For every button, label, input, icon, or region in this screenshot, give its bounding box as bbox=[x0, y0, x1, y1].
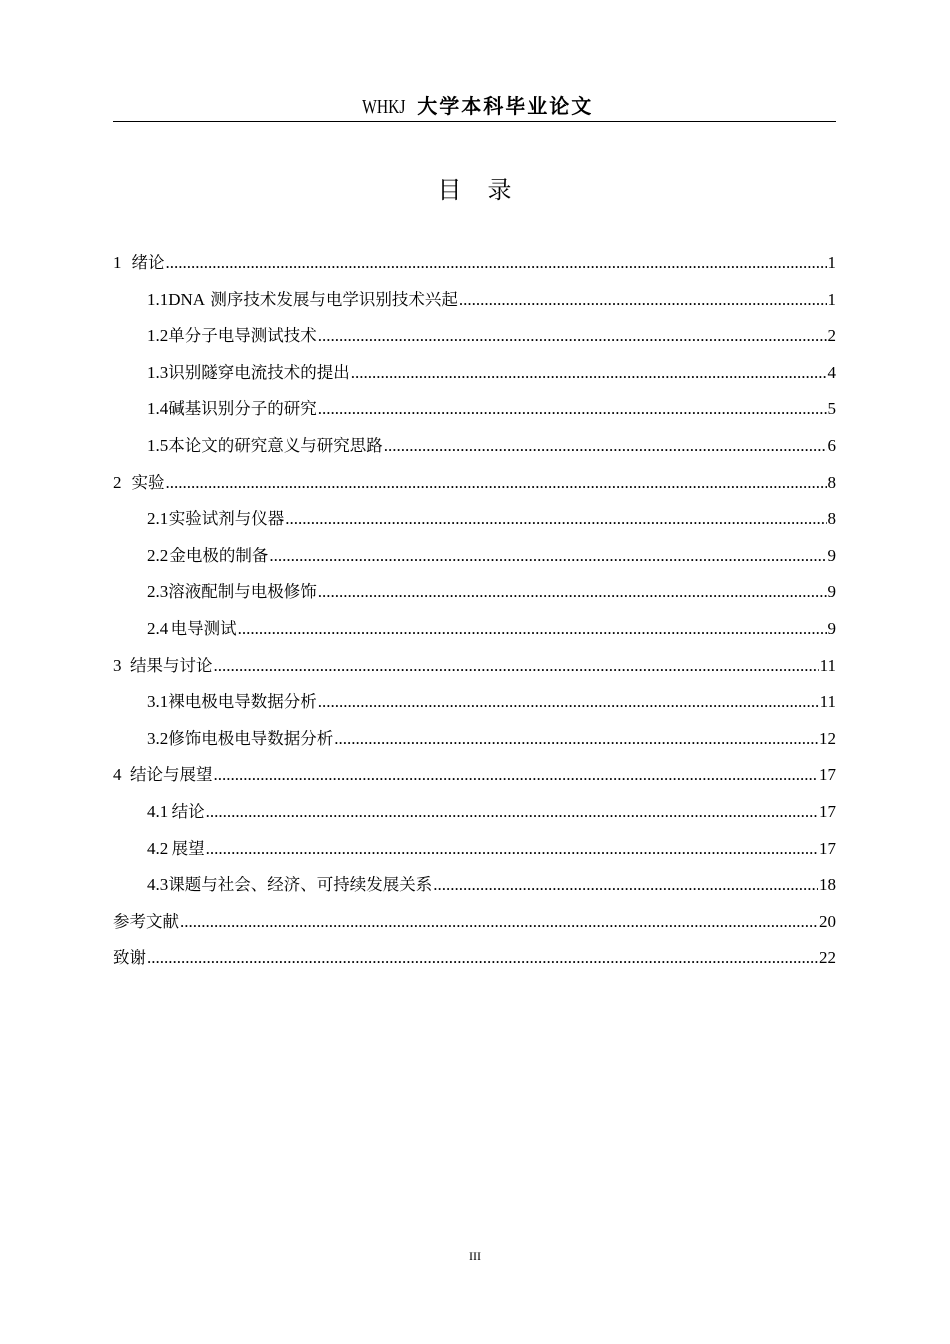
toc-entry-title-text: 电导测试 bbox=[170, 618, 237, 638]
header-rule bbox=[113, 121, 836, 122]
toc-entry-number: 1 bbox=[113, 253, 122, 272]
toc-dot-leader bbox=[384, 428, 827, 465]
toc-title-char-1: 目 bbox=[437, 176, 462, 204]
toc-entry-title-text: 展望 bbox=[171, 838, 205, 858]
toc-entry-page: 11 bbox=[819, 655, 836, 675]
toc-dot-leader bbox=[433, 867, 818, 904]
toc-entry-title-text: 实验试剂与仪器 bbox=[168, 509, 285, 529]
toc-entry-title bbox=[171, 611, 237, 648]
toc-dot-leader bbox=[334, 721, 818, 758]
toc-entry-title bbox=[169, 538, 268, 575]
toc-entry-number: 4.2 bbox=[147, 838, 169, 858]
toc-entry[interactable] bbox=[113, 867, 836, 904]
toc-entry-page: 9 bbox=[827, 582, 836, 602]
toc-entry-title bbox=[168, 867, 432, 904]
toc-entry-title bbox=[132, 465, 165, 502]
toc-entry-title-text: 溶液配制与电极修饰 bbox=[168, 582, 317, 602]
toc-entry[interactable] bbox=[113, 721, 836, 758]
toc-entry[interactable] bbox=[113, 501, 836, 538]
toc-entry-title bbox=[132, 245, 165, 282]
toc-entry-title bbox=[130, 648, 213, 685]
toc-entry[interactable] bbox=[113, 611, 836, 648]
toc-entry[interactable] bbox=[113, 831, 836, 868]
toc-entry-title-text: 单分子电导测试技术 bbox=[168, 326, 317, 346]
toc-title bbox=[113, 172, 836, 208]
toc-entry-number: 2 bbox=[113, 472, 122, 492]
toc-entry-title-text: 致谢 bbox=[113, 948, 146, 968]
toc-entry-page: 8 bbox=[827, 509, 836, 529]
toc-entry-page: 22 bbox=[819, 948, 836, 968]
toc-entry-number: 4.1 bbox=[147, 801, 169, 821]
page-header bbox=[113, 92, 836, 120]
toc-entry-title bbox=[168, 318, 317, 355]
toc-entry-title-text: 参考文献 bbox=[113, 911, 179, 931]
toc-entry[interactable] bbox=[113, 574, 836, 611]
toc-dot-leader bbox=[351, 355, 827, 392]
toc-entry-title bbox=[168, 282, 458, 319]
toc-dot-leader bbox=[318, 574, 827, 611]
toc-dot-leader bbox=[180, 904, 818, 941]
toc-entry-page: 5 bbox=[827, 399, 836, 419]
toc-entry[interactable] bbox=[113, 684, 836, 721]
toc-entry-number: 2.4 bbox=[147, 618, 169, 638]
toc-dot-leader bbox=[213, 648, 818, 685]
toc-entry-title bbox=[168, 684, 317, 721]
toc-entry-page: 9 bbox=[827, 545, 836, 565]
toc-dot-leader bbox=[285, 501, 826, 538]
toc-entry-page: 17 bbox=[819, 801, 836, 821]
toc-entry-title bbox=[169, 501, 285, 538]
toc-entry-page: 12 bbox=[819, 728, 836, 748]
toc-entry-page: 11 bbox=[819, 692, 836, 712]
toc-entry-title bbox=[168, 721, 333, 758]
toc-entry-number: 3.1 bbox=[147, 692, 169, 712]
toc-entry-number: 1.4 bbox=[147, 399, 169, 419]
toc-entry[interactable] bbox=[113, 904, 836, 941]
header-school-code: WHKJ bbox=[361, 96, 406, 118]
toc-dot-leader bbox=[166, 465, 827, 502]
toc-dot-leader bbox=[459, 282, 827, 319]
toc-entry-title bbox=[168, 574, 317, 611]
toc-entry-number: 1.3 bbox=[147, 362, 169, 382]
toc-entry[interactable] bbox=[113, 245, 836, 282]
toc-entry-page: 20 bbox=[819, 911, 836, 931]
toc-entry-number: 1.1 bbox=[147, 289, 169, 309]
toc-dot-leader bbox=[269, 538, 826, 575]
toc-entry-page: 1 bbox=[827, 253, 836, 272]
toc-dot-leader bbox=[318, 318, 827, 355]
toc-entry[interactable] bbox=[113, 794, 836, 831]
toc-entry[interactable] bbox=[113, 538, 836, 575]
toc-entry-number: 1.2 bbox=[147, 326, 169, 346]
toc-entry-page: 18 bbox=[819, 875, 836, 895]
toc-entry-title-text: 测序技术发展与电学识别技术兴起 bbox=[210, 289, 458, 309]
toc-entry[interactable] bbox=[113, 391, 836, 428]
toc-entry-title-text: 绪论 bbox=[131, 253, 165, 272]
toc-entry-title-text: 结果与讨论 bbox=[129, 655, 213, 675]
toc-title-char-2: 录 bbox=[487, 176, 512, 204]
toc-dot-leader bbox=[166, 245, 827, 282]
toc-entry[interactable] bbox=[113, 318, 836, 355]
toc-entry-title bbox=[113, 904, 179, 941]
toc-dot-leader bbox=[206, 831, 818, 868]
toc-dot-leader bbox=[318, 684, 819, 721]
toc-entry-title-text: 结论 bbox=[171, 801, 205, 821]
toc-entry-title bbox=[168, 391, 317, 428]
toc-entry-number: 4.3 bbox=[147, 875, 169, 895]
toc-entry-number: 4 bbox=[113, 765, 122, 785]
toc-entry-title-text: 结论与展望 bbox=[129, 765, 213, 785]
toc-dot-leader bbox=[213, 757, 818, 794]
toc-entry-page: 17 bbox=[819, 838, 836, 858]
toc-entry-title bbox=[172, 831, 205, 868]
toc-entry-title bbox=[113, 940, 146, 977]
toc-entry[interactable] bbox=[113, 282, 836, 319]
toc-entry-title bbox=[172, 794, 205, 831]
toc-entry-number: 2.2 bbox=[147, 545, 169, 565]
page-number: III bbox=[469, 1249, 481, 1263]
toc-entry-number: 3 bbox=[113, 655, 122, 675]
toc-entry-title-text: 修饰电极电导数据分析 bbox=[168, 728, 334, 748]
toc-dot-leader bbox=[206, 794, 818, 831]
table-of-contents bbox=[113, 245, 836, 977]
toc-entry-title-text: 裸电极电导数据分析 bbox=[168, 692, 317, 712]
toc-dot-leader bbox=[238, 611, 827, 648]
toc-entry-number: 1.5 bbox=[147, 435, 169, 455]
toc-entry-title-latin: DNA bbox=[168, 289, 206, 309]
toc-dot-leader bbox=[318, 391, 827, 428]
toc-entry-page: 9 bbox=[827, 618, 836, 638]
toc-entry-title-text: 本论文的研究意义与研究思路 bbox=[168, 435, 383, 455]
toc-entry-title-text: 识别隧穿电流技术的提出 bbox=[168, 362, 350, 382]
toc-entry[interactable] bbox=[113, 465, 836, 502]
toc-entry-page: 8 bbox=[827, 472, 836, 492]
toc-entry[interactable] bbox=[113, 355, 836, 392]
toc-entry-page: 1 bbox=[827, 289, 836, 309]
toc-entry-number: 2.1 bbox=[147, 509, 169, 529]
toc-entry-page: 6 bbox=[827, 435, 836, 455]
toc-entry-number: 2.3 bbox=[147, 582, 169, 602]
toc-entry-page: 4 bbox=[827, 362, 836, 382]
toc-entry[interactable] bbox=[113, 940, 836, 977]
header-title: 大学本科毕业论文 bbox=[417, 94, 594, 118]
toc-entry-title bbox=[130, 757, 213, 794]
toc-entry-title bbox=[168, 428, 383, 465]
toc-entry-title bbox=[168, 355, 350, 392]
toc-dot-leader bbox=[147, 940, 818, 977]
toc-entry-title-text: 碱基识别分子的研究 bbox=[168, 399, 317, 419]
toc-entry-page: 17 bbox=[819, 765, 836, 785]
toc-entry[interactable] bbox=[113, 648, 836, 685]
toc-entry[interactable] bbox=[113, 428, 836, 465]
toc-entry-number: 3.2 bbox=[147, 728, 169, 748]
toc-entry-title-text: 课题与社会、经济、可持续发展关系 bbox=[168, 875, 433, 895]
toc-entry[interactable] bbox=[113, 757, 836, 794]
toc-entry-page: 2 bbox=[827, 326, 836, 346]
toc-entry-title-text: 实验 bbox=[131, 472, 165, 492]
toc-entry-title-text: 金电极的制备 bbox=[169, 545, 269, 565]
